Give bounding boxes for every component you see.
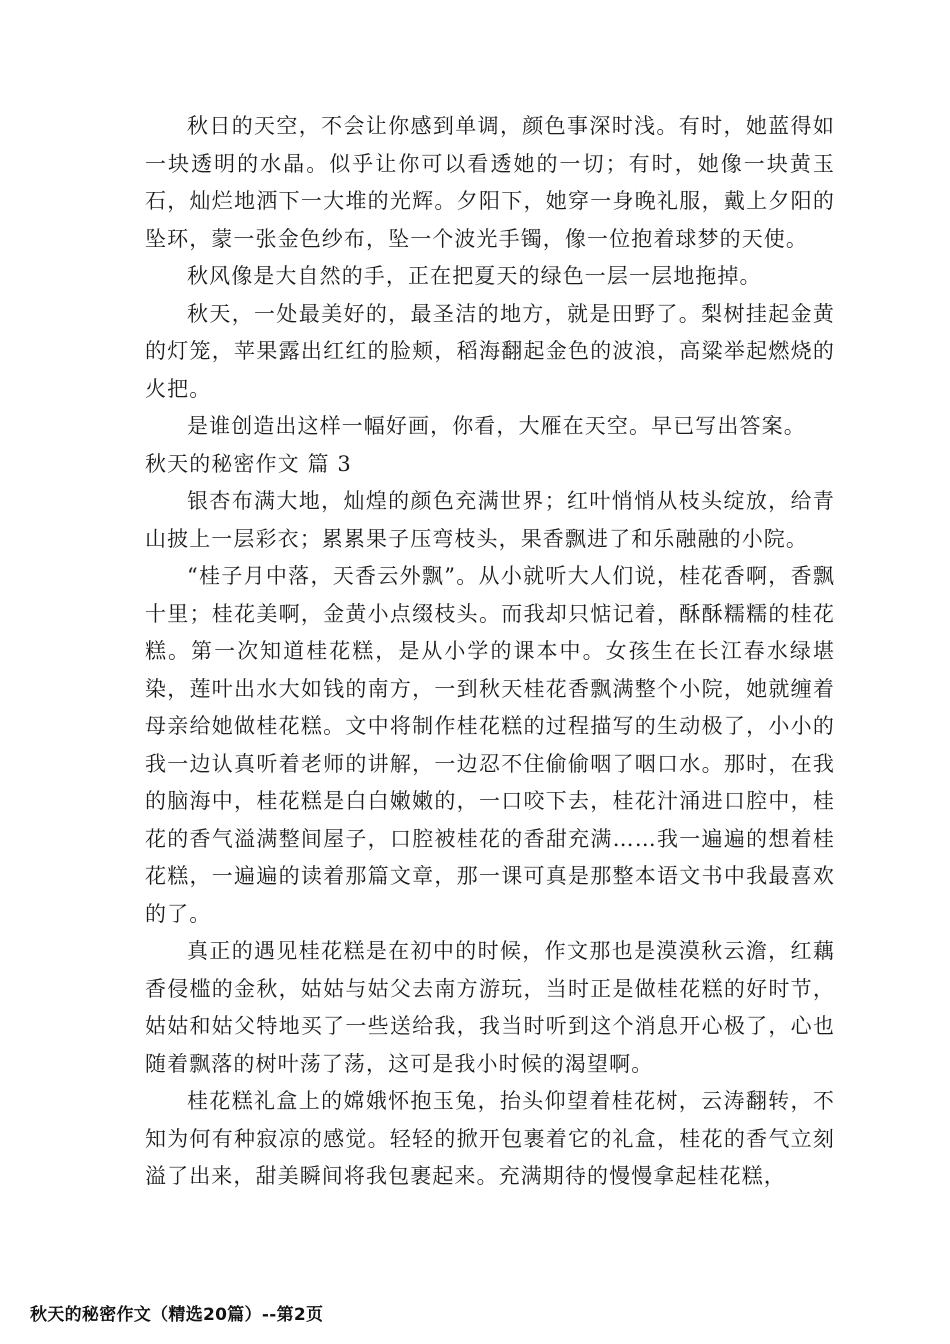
section-heading: 秋天的秘密作文 篇 3 [145,451,352,476]
paragraph-osmanthus-memory: “桂子月中落，天香云外飘”。从小就听大人们说，桂花香啊，香飘十里；桂花美啊，金黄小点缀枝头。而我却只惦记着，酥酥糯糯的桂花糕。第一次知道桂花糕，是从小学的课本中。女孩生在长江春水绿堪染，莲叶出水大如钱的南方，一到秋天桂花香飘满整个小院，她就缠着母亲给她做桂花糕。文中将制作桂花糕的过程描写的生动极了，小小的我一边认真听着老师的讲解，一边忍不住偷偷咽了咽口水。那时，在我的脑海中，桂花糕是白白嫩嫩的，一口咬下去，桂花汁涌进口腔中，桂花的香气溢满整间屋子，口腔被桂花的香甜充满……我一遍遍的想着桂花糕，一遍遍的读着那篇文章，那一课可真是那整本语文书中我最喜欢的了。 [145,564,835,926]
paragraph-autumn-sky: 秋日的天空，不会让你感到单调，颜色事深时浅。有时，她蓝得如一块透明的水晶。似乎让你可以看透她的一切；有时，她像一块黄玉石，灿烂地洒下一大堆的光辉。夕阳下，她穿一身晚礼服，戴上夕阳的坠环，蒙一张金色纱布，坠一个波光手镯，像一位抱着球梦的天使。 [145,114,835,251]
paragraph-meeting-cake: 真正的遇见桂花糕是在初中的时候，作文那也是漠漠秋云澹，红藕香侵槛的金秋，姑姑与姑父去南方游玩，当时正是做桂花糕的好时节，姑姑和姑父特地买了一些送给我，我当时听到这个消息开心极了，心也随着飘落的树叶荡了荡，这可是我小时候的渴望啊。 [145,939,835,1076]
paragraph-gift-box: 桂花糕礼盒上的嫦娥怀抱玉兔，抬头仰望着桂花树，云涛翻转，不知为何有种寂凉的感觉。轻轻的掀开包裹着它的礼盒，桂花的香气立刻溢了出来，甜美瞬间将我包裹起来。充满期待的慢慢拿起桂花糕， [145,1089,835,1188]
paragraph-ginkgo: 银杏布满大地，灿煌的颜色充满世界；红叶悄悄从枝头绽放，给青山披上一层彩衣；累累果子压弯枝头，果香飘进了和乐融融的小院。 [145,489,835,551]
page-footer: 秋天的秘密作文（精选20篇）--第2页 [30,1305,324,1325]
paragraph-autumn-wind: 秋风像是大自然的手，正在把夏天的绿色一层一层地拖掉。 [187,264,762,288]
paragraph-fields: 秋天，一处最美好的，最圣洁的地方，就是田野了。梨树挂起金黄的灯笼，苹果露出红红的脸颊，稻海翻起金色的波浪，高粱举起燃烧的火把。 [145,301,835,401]
paragraph-painting: 是谁创造出这样一幅好画，你看，大雁在天空。早已写出答案。 [187,414,806,438]
essay-body [145,108,835,1196]
